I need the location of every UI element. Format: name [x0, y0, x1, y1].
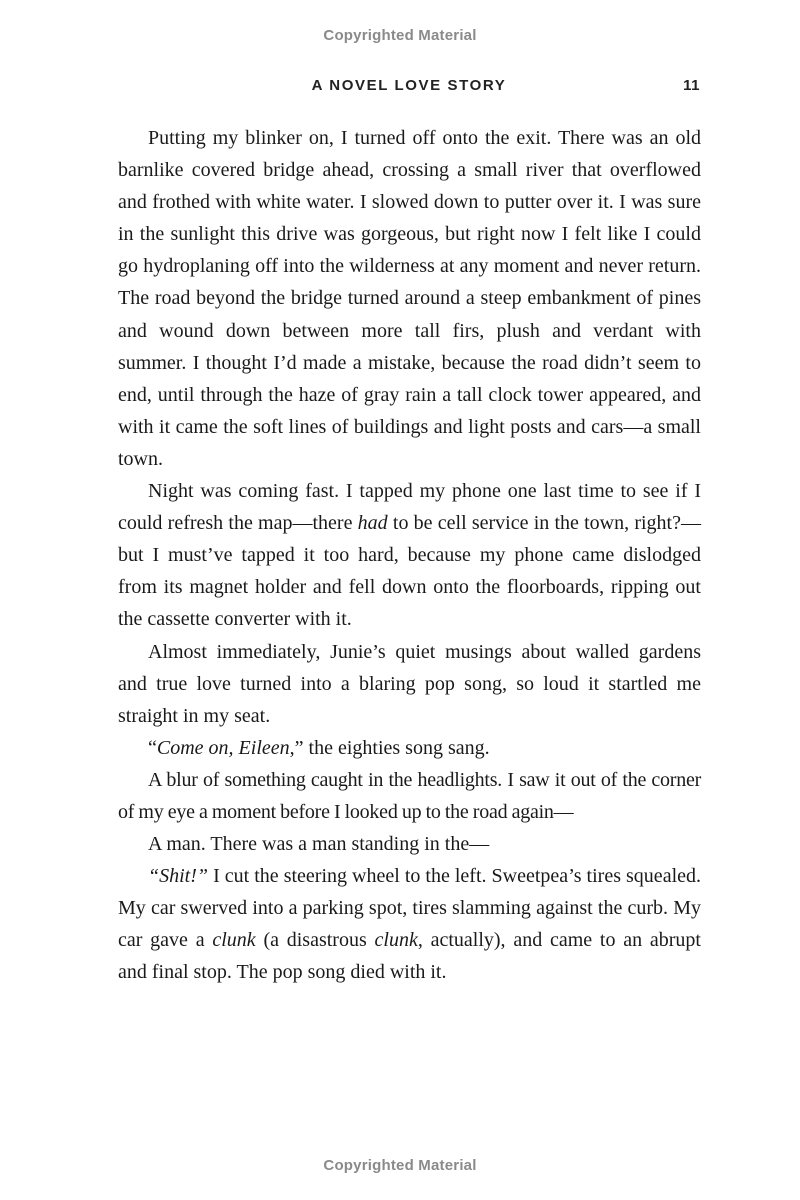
paragraph-7-text-c: , actually), and came to an abrupt and final stop. The pop song died with it. — [118, 929, 701, 984]
paragraph-4-quote-open: “ — [148, 736, 157, 759]
paragraph-7-text-a: I cut the steering wheel to the left. Sweetpea’s tires squealed. My car swerved into a parking spot, tires slamming against the curb. My car gave a — [118, 865, 701, 952]
body-text — [118, 122, 701, 989]
paragraph-2-emphasis: had — [357, 512, 388, 535]
paragraph-7-text-b: (a disastrous — [255, 929, 375, 952]
clunk-word-1: clunk — [212, 929, 256, 952]
clunk-word-2: clunk — [374, 929, 418, 952]
paragraph-2-text-b: to be cell service in the town, right?—but I must’ve tapped it too hard, because my phone came dislodged from its magnet holder and fell down onto the floorboards, ripping out the cassette converter with it. — [118, 512, 701, 631]
running-header — [118, 77, 700, 99]
paragraph-4-text: ,” the eighties song sang. — [289, 736, 490, 759]
paragraph-1: Putting my blinker on, I turned off onto the exit. There was an old barnlike covered bridge ahead, crossing a small river that overflowed and frothed with white water. I slowed down to putter over it. I was sure in the sunlight this drive was gorgeous, but right now I felt like I could go hydroplaning off into the wilderness at any moment and never return. The road beyond the bridge turned around a steep embankment of pines and wound down between more tall firs, plush and verdant with summer. I thought I’d made a mistake, because the road didn’t seem to end, until through the haze of gray rain a tall clock tower appeared, and with it came the soft lines of buildings and light posts and cars—a small town. — [118, 127, 701, 470]
paragraph-5: A blur of something caught in the headlights. I saw it out of the corner of my eye a moment before I looked up to the road again— — [118, 768, 701, 823]
running-title: A NOVEL LOVE STORY — [311, 77, 507, 94]
page-number: 11 — [683, 77, 700, 94]
paragraph-2-text-a: Night was coming fast. I tapped my phone one last time to see if I could refresh the map—there — [118, 480, 701, 535]
song-title: Come on, Eileen — [156, 736, 290, 759]
paragraph-6: A man. There was a man standing in the— — [148, 833, 490, 856]
exclamation: “Shit!” — [148, 865, 209, 888]
copyright-watermark-bottom: Copyrighted Material — [323, 1157, 477, 1174]
paragraph-2 — [118, 475, 701, 635]
paragraph-4 — [118, 732, 701, 764]
paragraph-7 — [118, 860, 701, 988]
copyright-watermark-top: Copyrighted Material — [323, 27, 477, 44]
paragraph-3: Almost immediately, Junie’s quiet musings about walled gardens and true love turned into a blaring pop song, so loud it startled me straight in my seat. — [118, 640, 701, 727]
